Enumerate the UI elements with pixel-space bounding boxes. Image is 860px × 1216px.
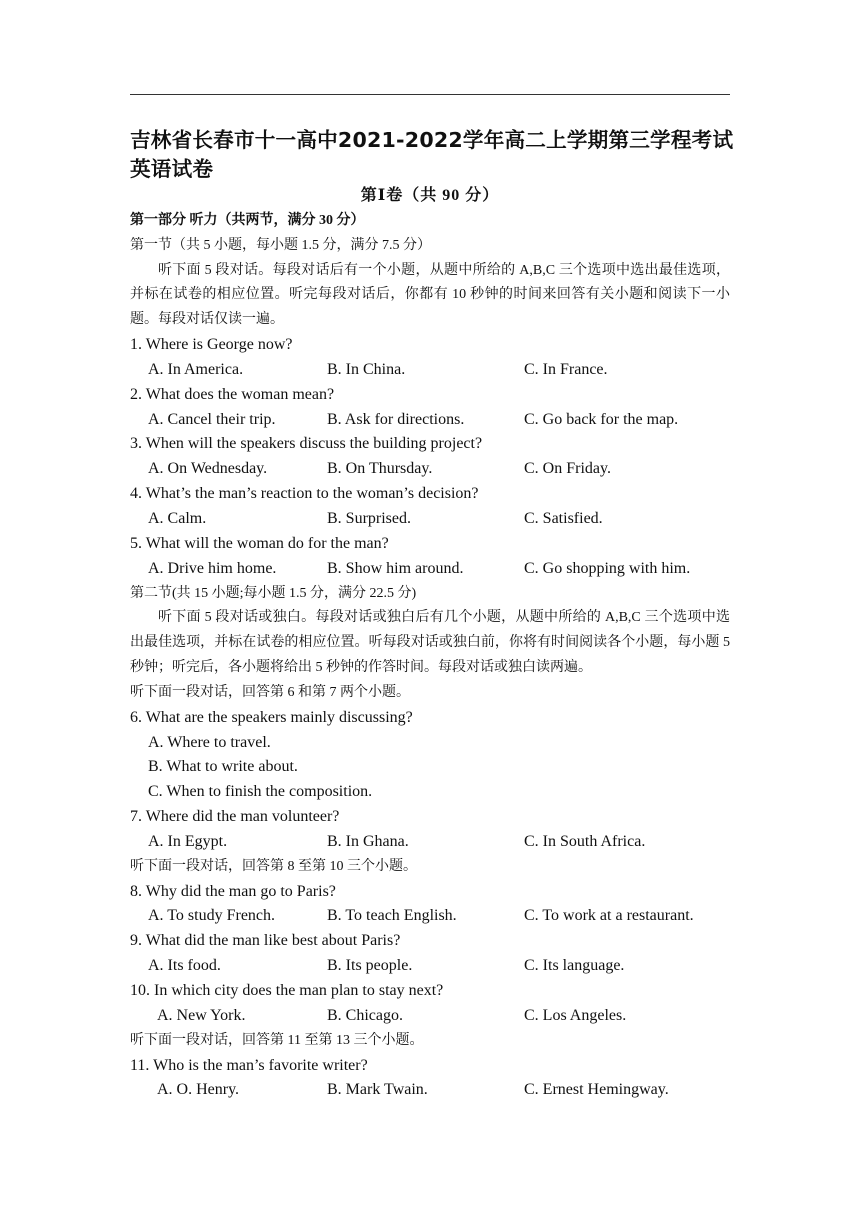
section-heading: 第一部分 听力（共两节，满分 30 分） (130, 212, 365, 228)
option-a: A. O. Henry. (157, 1081, 240, 1099)
question-9-options (130, 954, 730, 979)
option-b: B. Its people. (327, 957, 413, 975)
question-7: 7. Where did the man volunteer? (130, 808, 340, 826)
option-a: A. Drive him home. (148, 559, 277, 577)
question-5-options (130, 557, 730, 582)
option-c: C. Its language. (524, 957, 625, 975)
option-c: C. Satisfied. (524, 509, 603, 527)
question-2-options (130, 408, 730, 433)
option-b: B. Surprised. (327, 509, 411, 527)
subsection1-instructions: 听下面 5 段对话。每段对话后有一个小题，从题中所给的 A,B,C 三个选项中选出最佳选项，并标在试卷的相应位置。听完每段对话后，你都有 10 秒钟的时间来回答有关小题和阅读下一小题。每段对话仅读一遍。 (130, 262, 730, 328)
question-2: 2. What does the woman mean? (130, 385, 335, 403)
question-11: 11. Who is the man’s favorite writer? (130, 1056, 368, 1074)
option-b: B. In China. (327, 360, 406, 378)
note-questions-6-7: 听下面一段对话，回答第 6 和第 7 两个小题。 (130, 684, 410, 700)
question-3-options (130, 457, 730, 482)
question-10: 10. In which city does the man plan to stay next? (130, 982, 444, 999)
subsection1-heading: 第一节（共 5 小题，每小题 1.5 分，满分 7.5 分） (130, 237, 431, 253)
subsection2-instructions: 听下面 5 段对话或独白。每段对话或独白后有几个小题，从题中所给的 A,B,C 三个选项中选出最佳选项，并标在试卷的相应位置。听每段对话或独白前，你将有时间阅读各个小题，每小题 5 秒钟；听完后，各小题将给出 5 秒钟的作答时间。每段对话或独白读两遍。 (130, 610, 730, 676)
option-b: B. In Ghana. (327, 832, 409, 850)
question-8: 8. Why did the man go to Paris? (130, 882, 336, 900)
question-6-option-c: C. When to finish the composition. (148, 783, 373, 801)
option-c: C. In South Africa. (524, 832, 646, 850)
question-4-options (130, 507, 730, 532)
option-c: C. Ernest Hemingway. (524, 1081, 669, 1099)
option-c: C. Los Angeles. (524, 1006, 627, 1024)
option-b: B. Mark Twain. (327, 1081, 428, 1099)
part-title: 第Ⅰ卷（共 90 分） (360, 187, 500, 204)
option-a: A. In America. (148, 360, 244, 378)
question-3: 3. When will the speakers discuss the building project? (130, 435, 483, 453)
option-a: A. Its food. (148, 957, 221, 975)
option-a: A. To study French. (148, 907, 276, 925)
option-c: C. In France. (524, 360, 608, 378)
question-6: 6. What are the speakers mainly discussing? (130, 708, 413, 726)
exam-content (130, 184, 730, 1103)
header-rule (130, 94, 730, 95)
question-6-option-b: B. What to write about. (148, 758, 298, 776)
option-a: A. On Wednesday. (148, 460, 268, 478)
option-c: C. Go back for the map. (524, 410, 679, 428)
option-a: A. Cancel their trip. (148, 410, 276, 428)
option-b: B. Ask for directions. (327, 410, 465, 428)
note-questions-8-10: 听下面一段对话，回答第 8 至第 10 三个小题。 (130, 858, 417, 874)
option-c: C. To work at a restaurant. (524, 907, 694, 925)
question-7-options (130, 830, 730, 855)
question-5: 5. What will the woman do for the man? (130, 534, 389, 552)
question-4: 4. What’s the man’s reaction to the woman’s decision? (130, 485, 479, 503)
option-a: A. Calm. (148, 509, 207, 527)
note-questions-11-13: 听下面一段对话，回答第 11 至第 13 三个小题。 (130, 1032, 424, 1048)
exam-title: 吉林省长春市十一高中2021-2022学年高二上学期第三学程考试英语试卷 (130, 128, 734, 181)
question-10-options (130, 1004, 730, 1029)
question-1: 1. Where is George now? (130, 336, 293, 354)
question-8-options (130, 904, 730, 929)
question-9: 9. What did the man like best about Paris? (130, 932, 401, 950)
question-1-options (130, 358, 730, 383)
option-c: C. Go shopping with him. (524, 559, 691, 577)
option-b: B. Chicago. (327, 1006, 403, 1024)
option-a: A. In Egypt. (148, 832, 228, 850)
option-b: B. To teach English. (327, 907, 457, 925)
question-6-option-a: A. Where to travel. (148, 733, 271, 751)
option-a: A. New York. (157, 1006, 246, 1024)
subsection2-heading: 第二节(共 15 小题;每小题 1.5 分，满分 22.5 分) (130, 585, 417, 601)
question-11-options (130, 1078, 730, 1103)
option-b: B. Show him around. (327, 559, 464, 577)
option-c: C. On Friday. (524, 460, 611, 478)
option-b: B. On Thursday. (327, 460, 433, 478)
